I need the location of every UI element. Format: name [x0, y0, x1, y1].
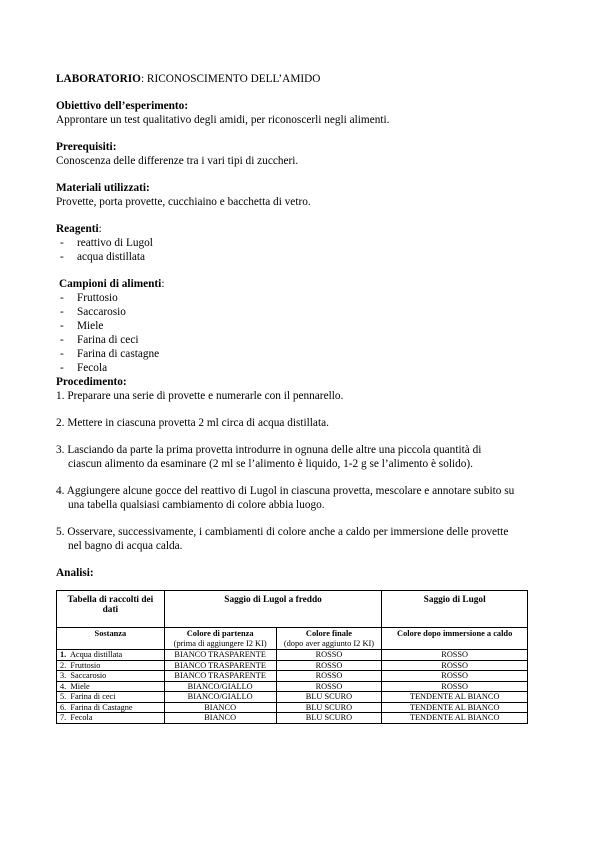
header-partenza-sub: (prima di aggiungere I2 KI): [173, 639, 267, 648]
header-saggio-freddo: Saggio di Lugol a freddo: [164, 591, 382, 628]
cell-partenza: BIANCO TRASPARENTE: [164, 660, 276, 671]
cell-partenza: BIANCO TRASPARENTE: [164, 650, 276, 661]
reagente-1: acqua distillata: [77, 251, 146, 263]
step-text-continued: una tabella qualsiasi cambiamento di colore abbia luogo.: [68, 499, 325, 511]
cell-sostanza: [57, 650, 165, 661]
campione-1: Saccarosio: [77, 306, 126, 318]
step-text: Lasciando da parte la prima provetta introdurre in ognuna delle altre una piccola quantità di: [67, 444, 482, 456]
cell-caldo: TENDENTE AL BIANCO: [382, 692, 528, 703]
table-row: [57, 650, 528, 661]
document-title: [56, 72, 556, 86]
cell-partenza: BIANCO: [164, 702, 276, 713]
analisi-label: Analisi:: [56, 567, 94, 579]
title-rest: : RICONOSCIMENTO DELL’AMIDO: [140, 73, 321, 85]
step-number: 5.: [56, 526, 65, 538]
list-item: - Fecola: [60, 362, 108, 374]
cell-finale: BLU SCURO: [276, 702, 382, 713]
table-row: [57, 660, 528, 671]
cell-finale: ROSSO: [276, 660, 382, 671]
cell-partenza: BIANCO: [164, 713, 276, 724]
cell-partenza: BIANCO/GIALLO: [164, 692, 276, 703]
campione-0: Fruttosio: [77, 292, 118, 304]
header-partenza-title: Colore di partenza: [186, 629, 254, 638]
row-number: 6.: [60, 702, 67, 712]
step-number: 4.: [56, 485, 65, 497]
row-name: Fruttosio: [70, 660, 101, 670]
table-row: [57, 713, 528, 724]
header-tabella: Tabella di raccolti dei dati: [57, 591, 165, 628]
header-finale: [276, 628, 382, 650]
reagenti-label: Reagenti: [56, 223, 99, 235]
cell-caldo: ROSSO: [382, 650, 528, 661]
list-item: - Fruttosio: [60, 292, 118, 304]
step-number: 1.: [56, 390, 65, 402]
cell-sostanza: [57, 681, 165, 692]
row-name: Acqua distillata: [69, 650, 123, 659]
title-bold: LABORATORIO: [56, 73, 141, 85]
list-item: - Farina di ceci: [60, 334, 139, 346]
step-text: Preparare una serie di provette e numerarle con il pennarello.: [67, 390, 344, 402]
list-item: - reattivo di Lugol: [60, 237, 153, 249]
cell-partenza: BIANCO/GIALLO: [164, 681, 276, 692]
step-number: 2.: [56, 417, 65, 429]
reagente-0: reattivo di Lugol: [77, 237, 153, 249]
row-number: 3.: [60, 671, 67, 680]
cell-caldo: TENDENTE AL BIANCO: [382, 713, 528, 724]
campioni-colon: :: [161, 278, 165, 290]
row-name: Saccarosio: [70, 671, 107, 680]
table-row: [57, 671, 528, 682]
cell-sostanza: [57, 671, 165, 682]
cell-caldo: ROSSO: [382, 671, 528, 682]
cell-finale: ROSSO: [276, 671, 382, 682]
materiali-label: Materiali utilizzati:: [56, 182, 150, 194]
cell-caldo: ROSSO: [382, 660, 528, 671]
header-partenza: [164, 628, 276, 650]
row-name: Farina di Castagne: [70, 702, 133, 712]
obiettivo-label: Obiettivo dell’esperimento:: [56, 100, 189, 112]
header-finale-title: Colore finale: [305, 629, 353, 638]
obiettivo-text: Approntare un test qualitativo degli amidi, per riconoscerli negli alimenti.: [56, 114, 390, 126]
procedure-step: [56, 525, 556, 553]
table-row: [57, 681, 528, 692]
prerequisiti-label: Prerequisiti:: [56, 141, 117, 153]
campioni-heading: [56, 277, 556, 291]
campione-4: Farina di castagne: [77, 348, 160, 360]
procedure-step: [56, 416, 556, 430]
header-sostanza: Sostanza: [57, 628, 165, 650]
campioni-label: Campioni di alimenti: [59, 278, 162, 290]
reagenti-heading: [56, 222, 556, 236]
prerequisiti-text: Conoscenza delle differenze tra i vari tipi di zuccheri.: [56, 155, 299, 167]
list-item: - Miele: [60, 320, 104, 332]
row-number: 5.: [60, 692, 67, 701]
row-name: Miele: [70, 681, 90, 691]
step-text-continued: nel bagno di acqua calda.: [68, 540, 183, 552]
reagenti-colon: :: [98, 223, 102, 235]
cell-sostanza: [57, 660, 165, 671]
row-number: 1.: [60, 650, 67, 659]
data-table: [56, 590, 528, 724]
list-item: - acqua distillata: [60, 251, 146, 263]
document-page: [56, 72, 556, 724]
procedimento-label: Procedimento:: [56, 376, 127, 388]
cell-finale: BLU SCURO: [276, 713, 382, 724]
row-name: Fecola: [70, 713, 93, 722]
header-finale-sub: (dopo aver aggiunto I2 KI): [283, 639, 375, 648]
cell-finale: ROSSO: [276, 681, 382, 692]
header-saggio: Saggio di Lugol: [382, 591, 528, 628]
list-item: - Farina di castagne: [60, 348, 160, 360]
cell-sostanza: [57, 713, 165, 724]
table-row: [57, 692, 528, 703]
row-number: 4.: [60, 681, 67, 691]
cell-sostanza: [57, 692, 165, 703]
table-header-row: [57, 591, 528, 628]
step-number: 3.: [56, 444, 65, 456]
procedure-step: [56, 484, 556, 512]
campione-5: Fecola: [77, 362, 108, 374]
step-text-continued: ciascun alimento da esaminare (2 ml se l’alimento è liquido, 1-2 g se l’alimento è solido).: [68, 458, 474, 470]
step-text: Mettere in ciascuna provetta 2 ml circa di acqua distillata.: [67, 417, 329, 429]
step-text: Aggiungere alcune gocce del reattivo di Lugol in ciascuna provetta, mescolare e annotare subito su: [66, 485, 515, 497]
materiali-text: Provette, porta provette, cucchiaino e bacchetta di vetro.: [56, 196, 311, 208]
table-subheader-row: [57, 628, 528, 650]
cell-partenza: BIANCO TRASPARENTE: [164, 671, 276, 682]
cell-caldo: TENDENTE AL BIANCO: [382, 702, 528, 713]
row-name: Farina di ceci: [70, 692, 116, 701]
procedure-step: [56, 443, 556, 471]
cell-sostanza: [57, 702, 165, 713]
header-caldo: Colore dopo immersione a caldo: [382, 628, 528, 650]
procedure-step: [56, 389, 556, 403]
row-number: 2.: [60, 660, 67, 670]
row-number: 7.: [60, 713, 67, 722]
cell-finale: ROSSO: [276, 650, 382, 661]
cell-caldo: ROSSO: [382, 681, 528, 692]
cell-finale: BLU SCURO: [276, 692, 382, 703]
campione-2: Miele: [77, 320, 104, 332]
campione-3: Farina di ceci: [77, 334, 139, 346]
step-text: Osservare, successivamente, i cambiamenti di colore anche a caldo per immersione delle provette: [67, 526, 509, 538]
table-row: [57, 702, 528, 713]
list-item: - Saccarosio: [60, 306, 126, 318]
